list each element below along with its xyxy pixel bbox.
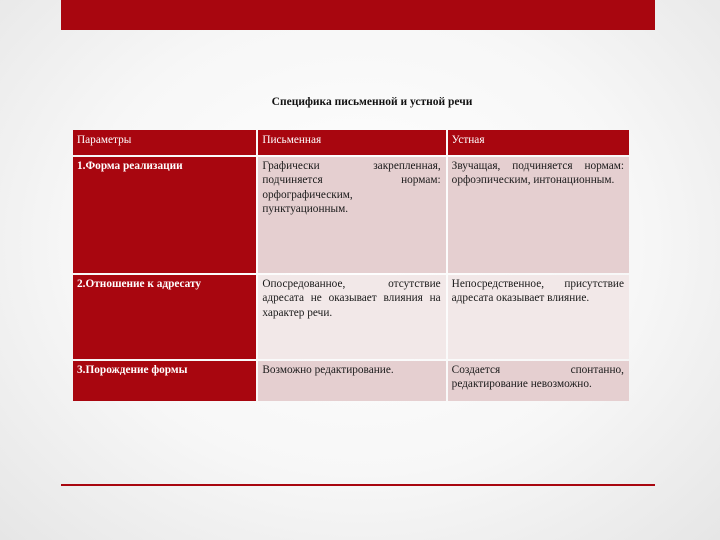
row-parameter: 1.Форма реализации	[73, 157, 256, 273]
oral-cell: Непосредственное, присутствие адресата оказывает влияние.	[448, 275, 629, 359]
written-cell: Опосредованное, отсутствие адресата не оказывает влияния на характер речи.	[258, 275, 445, 359]
table-row	[73, 361, 629, 401]
row-parameter: 3.Порождение формы	[73, 361, 256, 401]
written-cell: Графически закрепленная, подчиняется нормам: орфографическим, пунктуационным.	[258, 157, 445, 273]
table-row	[73, 275, 629, 359]
row-parameter: 2.Отношение к адресату	[73, 275, 256, 359]
table-row	[73, 157, 629, 273]
top-decorative-bar	[61, 0, 655, 30]
header-parameters: Параметры	[73, 130, 256, 155]
page-title: Специфика письменной и устной речи	[271, 96, 473, 108]
written-cell: Возможно редактирование.	[258, 361, 445, 401]
oral-cell: Создается спонтанно, редактирование невозможно.	[448, 361, 629, 401]
oral-cell: Звучащая, подчиняется нормам: орфоэпическим, интонационным.	[448, 157, 629, 273]
bottom-divider	[61, 484, 655, 486]
header-oral: Устная	[448, 130, 629, 155]
comparison-table	[71, 128, 631, 403]
table-header-row	[73, 130, 629, 155]
header-written: Письменная	[258, 130, 445, 155]
